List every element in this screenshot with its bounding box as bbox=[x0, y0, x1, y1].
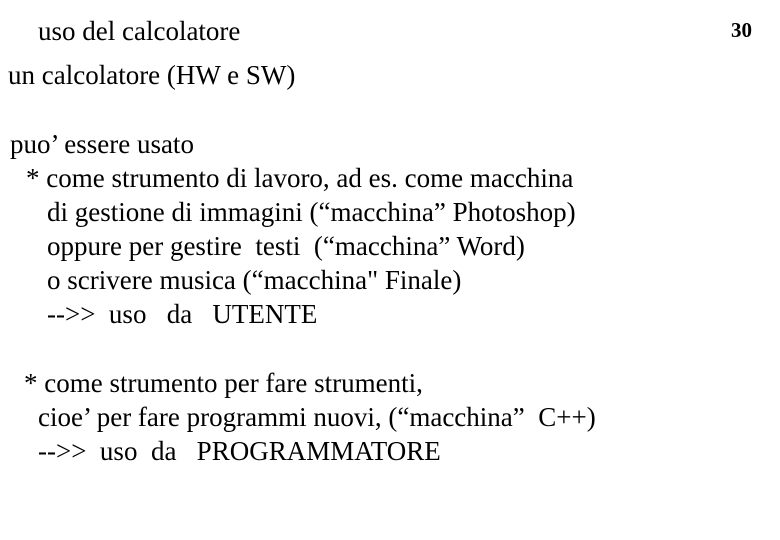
programmer-line-1: * come strumento per fare strumenti, bbox=[24, 368, 423, 398]
heading-line-2: un calcolatore (HW e SW) bbox=[8, 60, 296, 90]
user-line-3: oppure per gestire testi (“macchina” Word) bbox=[47, 231, 525, 261]
user-line-1: * come strumento di lavoro, ad es. come macchina bbox=[26, 163, 574, 193]
intro-text: puo’ essere usato bbox=[10, 129, 194, 159]
heading-line-1: uso del calcolatore bbox=[38, 16, 241, 46]
programmer-line-2: cioe’ per fare programmi nuovi, (“macchina” C++) bbox=[38, 402, 596, 432]
user-line-2: di gestione di immagini (“macchina” Photoshop) bbox=[47, 197, 576, 227]
user-line-4: o scrivere musica (“macchina" Finale) bbox=[47, 265, 462, 295]
user-line-5: -->> uso da UTENTE bbox=[47, 299, 318, 329]
programmer-line-3: -->> uso da PROGRAMMATORE bbox=[38, 436, 441, 466]
page-number: 30 bbox=[731, 18, 752, 42]
